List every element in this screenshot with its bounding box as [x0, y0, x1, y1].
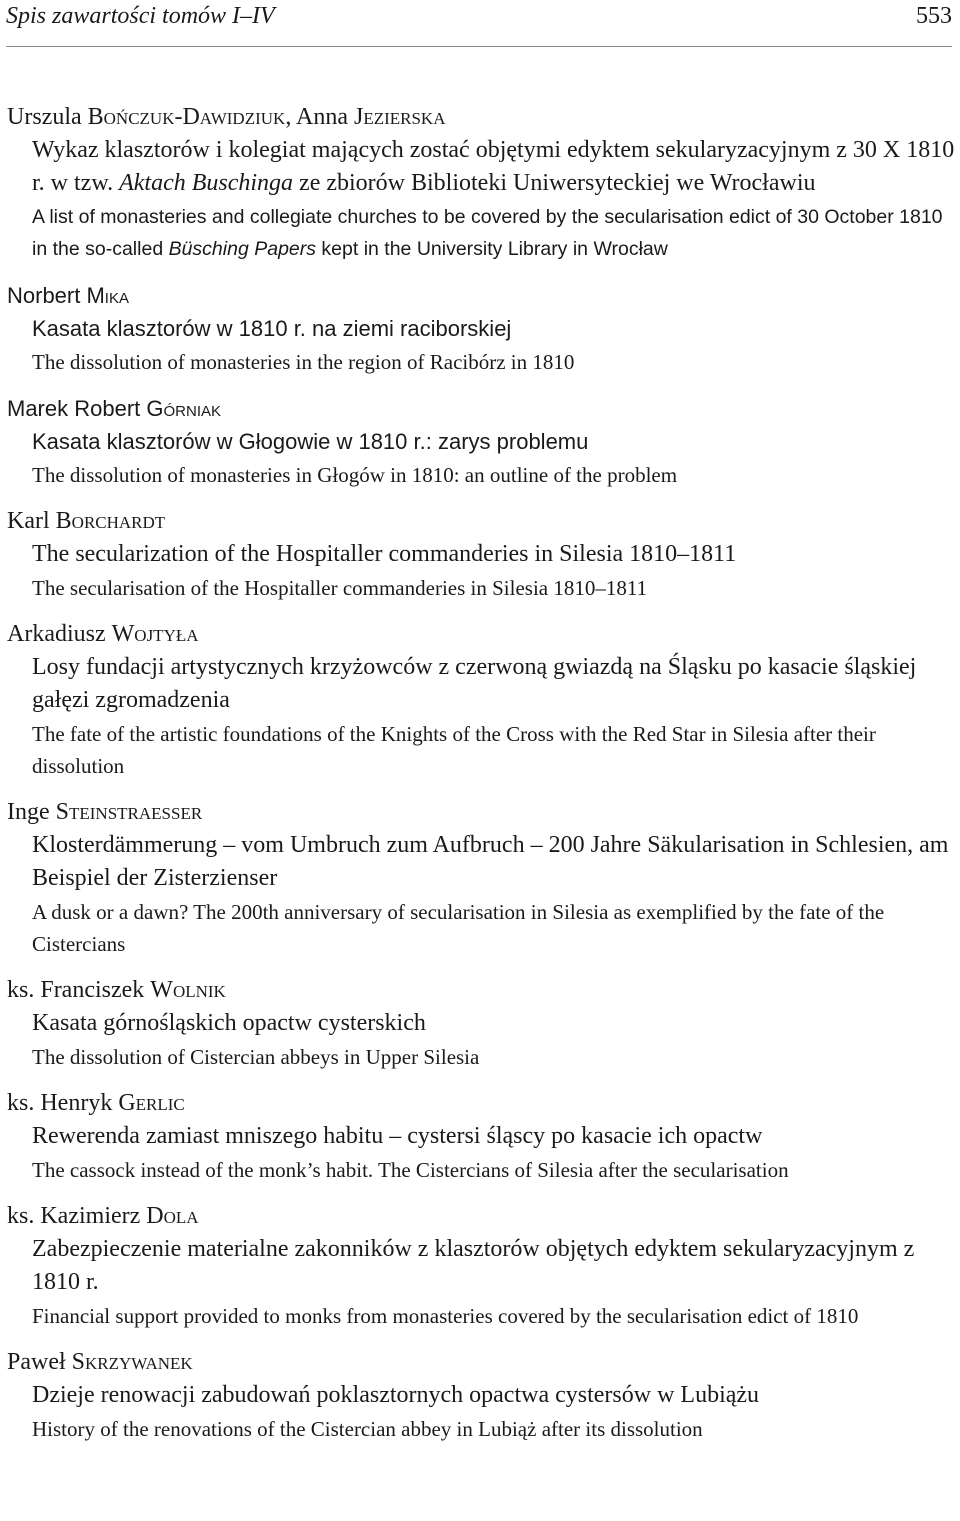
entry-title: Wykaz klasztorów i kolegiat mających zostać objętymi edyktem sekularyzacyjnym z 30 X 1810 r. w tzw. Aktach Buschinga ze zbiorów Biblioteki Uniwersyteckiej we Wrocławiu — [32, 137, 955, 196]
toc-entry — [0, 1346, 960, 1445]
toc-entry — [0, 974, 960, 1073]
author-surname: Borchardt — [55, 508, 166, 534]
entry-title: Rewerenda zamiast mniszego habitu – cystersi śląscy po kasacie ich opactw — [32, 1123, 763, 1149]
entry-title: Kasata górnośląskich opactw cysterskich — [32, 1010, 426, 1036]
entry-translation: Financial support provided to monks from monasteries covered by the secularisation edict of 1810 — [32, 1304, 859, 1328]
entry-translation: The dissolution of monasteries in Głogów in 1810: an outline of the problem — [32, 463, 678, 487]
entry-translation: A list of monasteries and collegiate churches to be covered by the secularisation edict of 30 October 1810 in the so-called Büsching Papers kept in the University Library in Wrocław — [32, 206, 943, 260]
entry-author: Urszula Bończuk-Dawidziuk, Anna Jezierska — [7, 104, 446, 130]
toc-entry — [0, 392, 960, 491]
author-surname: Gerlic — [118, 1090, 185, 1116]
running-title: Spis zawartości tomów I–IV — [6, 3, 275, 29]
entry-author: Norbert Mika — [7, 283, 129, 308]
author-surname: Steinstraesser — [55, 799, 203, 825]
entry-author: Karl Borchardt — [7, 508, 166, 534]
toc-entry — [0, 796, 960, 960]
author-surname: Bończuk-Dawidziuk — [87, 104, 286, 130]
author-surname: Wolnik — [150, 977, 226, 1003]
entry-author: ks. Henryk Gerlic — [7, 1090, 185, 1116]
entry-title: Losy fundacji artystycznych krzyżowców z czerwoną gwiazdą na Śląsku po kasacie śląskiej gałęzi zgromadzenia — [32, 654, 917, 713]
entry-author: Marek Robert Górniak — [7, 396, 222, 421]
entry-author: Arkadiusz Wojtyła — [7, 621, 199, 647]
translation-emphasis: Büsching Papers — [168, 238, 316, 260]
entry-author: ks. Franciszek Wolnik — [7, 977, 226, 1003]
entry-author: Inge Steinstraesser — [7, 799, 203, 825]
entry-translation: The cassock instead of the monk’s habit. The Cistercians of Silesia after the secularisation — [32, 1158, 789, 1182]
entry-title: Kasata klasztorów w 1810 r. na ziemi raciborskiej — [32, 316, 512, 341]
running-head — [6, 0, 952, 47]
entry-title: The secularization of the Hospitaller commanderies in Silesia 1810–1811 — [32, 541, 737, 567]
author-surname: Jezierska — [353, 104, 446, 130]
entry-title: Zabezpieczenie materialne zakonników z klasztorów objętych edyktem sekularyzacyjnym z 1810 r. — [32, 1236, 915, 1295]
entry-author: ks. Kazimierz Dola — [7, 1203, 199, 1229]
entry-title: Dzieje renowacji zabudowań poklasztornych opactwa cystersów w Lubiążu — [32, 1382, 760, 1408]
author-surname: Wojtyła — [111, 621, 199, 647]
author-surname: Dola — [146, 1203, 199, 1229]
entry-translation: The secularisation of the Hospitaller commanderies in Silesia 1810–1811 — [32, 576, 648, 600]
entry-title: Klosterdämmerung – vom Umbruch zum Aufbruch – 200 Jahre Säkularisation in Schlesien, am Beispiel der Zisterzienser — [32, 832, 949, 891]
toc-entry — [0, 279, 960, 378]
entry-translation: The dissolution of Cistercian abbeys in Upper Silesia — [32, 1045, 480, 1069]
title-emphasis: Aktach Buschinga — [119, 170, 294, 196]
toc-entry — [0, 101, 960, 265]
entry-translation: The fate of the artistic foundations of the Knights of the Cross with the Red Star in Silesia after their dissolution — [32, 722, 876, 778]
author-surname: Mika — [86, 283, 129, 308]
author-surname: Skrzywanek — [71, 1349, 193, 1375]
entry-translation: A dusk or a dawn? The 200th anniversary of secularisation in Silesia as exemplified by the fate of the Cistercians — [32, 900, 885, 956]
toc-entry — [0, 1087, 960, 1186]
table-of-contents — [0, 101, 960, 1459]
page-number: 553 — [916, 3, 952, 29]
entry-author: Paweł Skrzywanek — [7, 1349, 193, 1375]
entry-title: Kasata klasztorów w Głogowie w 1810 r.: zarys problemu — [32, 429, 589, 454]
toc-entry — [0, 505, 960, 604]
toc-entry — [0, 618, 960, 782]
entry-translation: History of the renovations of the Cistercian abbey in Lubiąż after its dissolution — [32, 1417, 703, 1441]
entry-translation: The dissolution of monasteries in the region of Racibórz in 1810 — [32, 350, 575, 374]
author-surname: Górniak — [146, 396, 222, 421]
toc-entry — [0, 1200, 960, 1332]
